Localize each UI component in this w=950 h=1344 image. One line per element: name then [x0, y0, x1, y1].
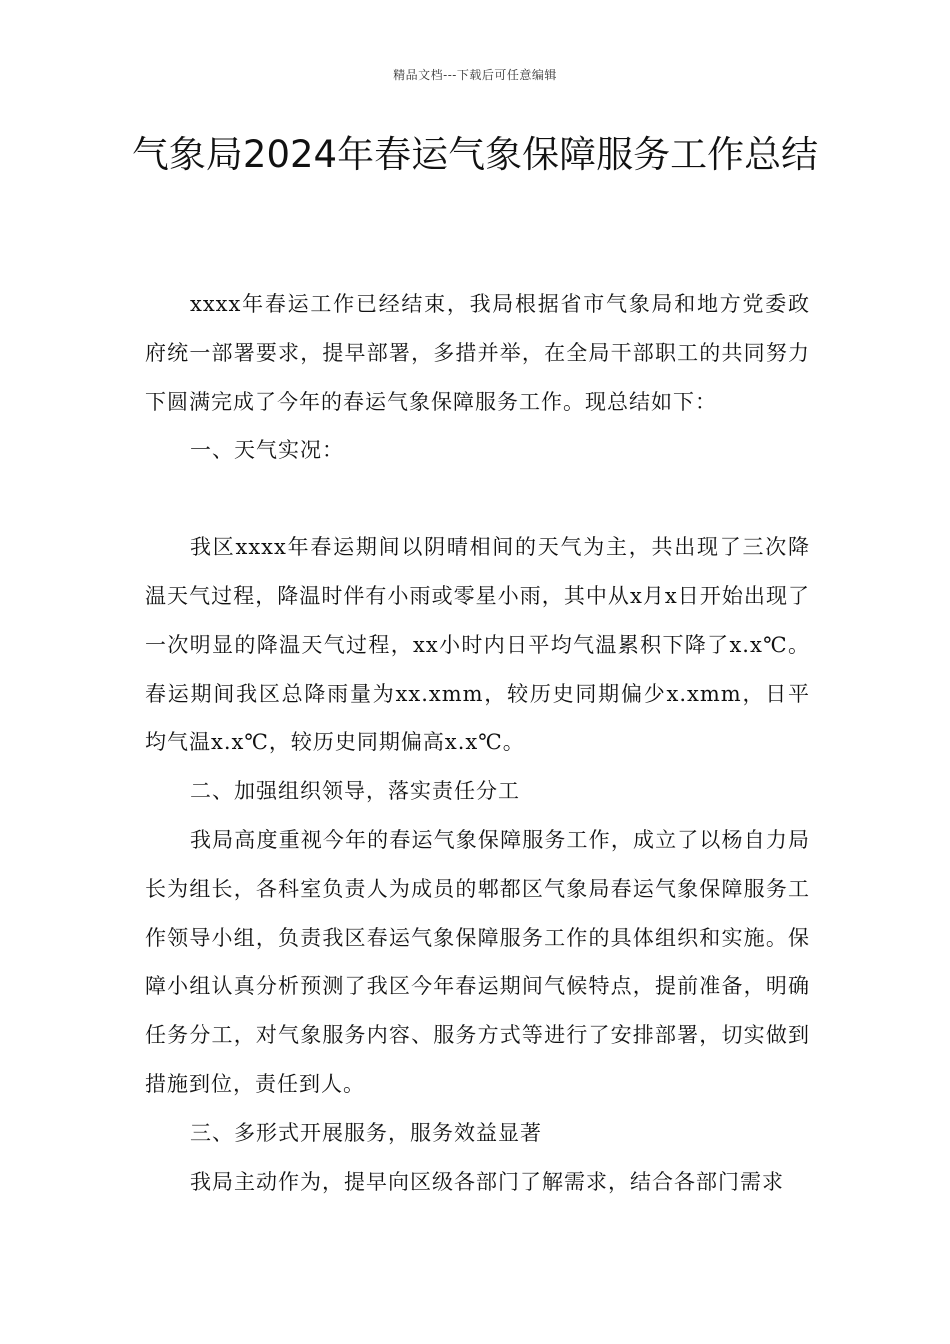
section-heading-services: 三、多形式开展服务，服务效益显著: [190, 1120, 542, 1145]
intro-paragraph: xxxx年春运工作已经结束，我局根据省市气象局和地方党委政府统一部署要求，提早部署，多措并举，在全局干部职工的共同努力下圆满完成了今年的春运气象保障服务工作。现总结如下：: [145, 292, 810, 414]
document-title: 气象局2024年春运气象保障服务工作总结: [131, 133, 819, 176]
organization-paragraph: 我局高度重视今年的春运气象保障服务工作，成立了以杨自力局长为组长，各科室负责人为成员的郫都区气象局春运气象保障服务工作领导小组，负责我区春运气象保障服务工作的具体组织和实施。保障小组认真分析预测了我区今年春运期间气候特点，提前准备，明确任务分工，对气象服务内容、服务方式等进行了安排部署，切实做到措施到位，责任到人。: [145, 827, 810, 1096]
weather-paragraph: 我区xxxx年春运期间以阴晴相间的天气为主，共出现了三次降温天气过程，降温时伴有小雨或零星小雨，其中从x月x日开始出现了一次明显的降温天气过程，xx小时内日平均气温累积下降了x.x℃。春运期间我区总降雨量为xx.xmm，较历史同期偏少x.xmm，日平均气温x.x℃，较历史同期偏高x.x℃。: [145, 535, 810, 755]
section-heading-weather: 一、天气实况：: [190, 438, 344, 463]
document-body: [145, 280, 810, 1206]
section-heading-organization: 二、加强组织领导，落实责任分工: [190, 779, 520, 804]
header-note: 精品文档---下载后可任意编辑: [393, 68, 557, 82]
services-paragraph: 我局主动作为，提早向区级各部门了解需求，结合各部门需求: [190, 1169, 784, 1194]
